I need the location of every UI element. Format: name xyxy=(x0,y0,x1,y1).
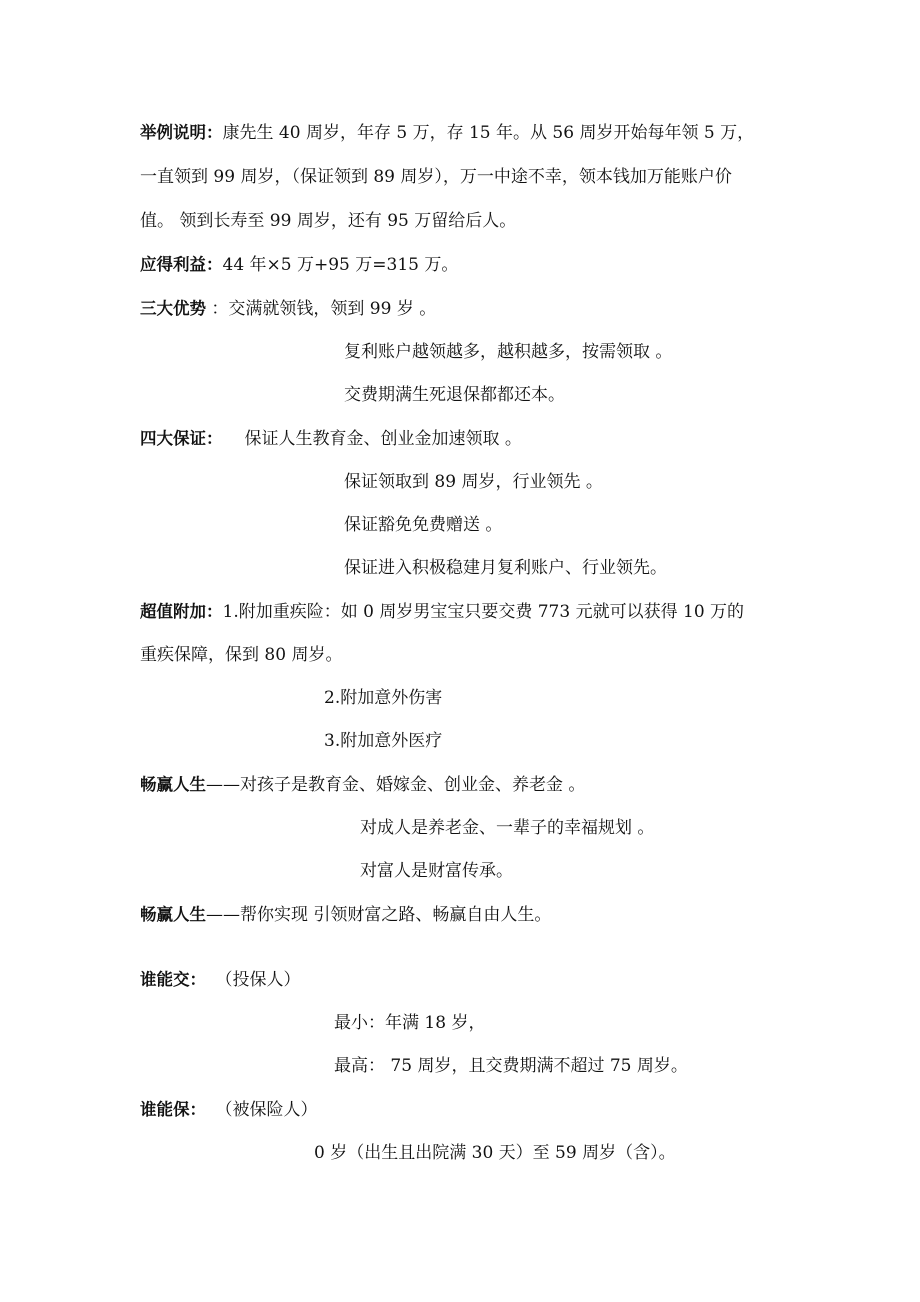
advantages-label: 三大优势 xyxy=(140,299,206,318)
winning-life-line-1 xyxy=(140,774,585,796)
who-insured-range: 0 岁（出生且出院满 30 天）至 59 周岁（含）。 xyxy=(314,1143,676,1163)
guarantee-1: 保证人生教育金、创业金加速领取 。 xyxy=(244,429,522,449)
guarantees-line-1 xyxy=(140,428,522,450)
advantage-2: 复利账户越领越多，越积越多，按需领取 。 xyxy=(344,342,673,362)
extra-1-text-2: 重疾保障，保到 80 周岁。 xyxy=(140,645,343,665)
extra-1-text-1: 1.附加重疾险：如 0 周岁男宝宝只要交费 773 元就可以获得 10 万的 xyxy=(222,602,745,622)
winning-life-2-label: 畅赢人生 xyxy=(140,905,206,924)
example-text-1: 康先生 40 周岁，年存 5 万，存 15 年。从 56 周岁开始每年领 5 万， xyxy=(222,123,755,143)
who-pays-label: 谁能交： xyxy=(140,970,206,989)
extras-label: 超值附加： xyxy=(140,602,223,621)
extras-line-1 xyxy=(140,601,744,623)
winning-life-item-1: ——对孩子是教育金、婚嫁金、创业金、养老金 。 xyxy=(206,775,586,795)
guarantee-4: 保证进入积极稳建月复利账户、行业领先。 xyxy=(344,558,667,578)
winning-life-item-3: 对富人是财富传承。 xyxy=(360,861,513,881)
who-insured-line xyxy=(140,1099,318,1121)
winning-life-2-line xyxy=(140,904,551,926)
advantage-3: 交费期满生死退保都都还本。 xyxy=(344,385,565,405)
example-line-3: 值。 领到长寿至 99 周岁，还有 95 万留给后人。 xyxy=(140,211,517,231)
example-line-1 xyxy=(140,122,754,144)
advantage-1: ：交满就领钱，领到 99 岁 。 xyxy=(206,299,437,319)
advantages-line-1 xyxy=(140,298,436,320)
winning-life-label: 畅赢人生 xyxy=(140,775,206,794)
who-insured-role: （被保险人） xyxy=(224,1100,318,1120)
who-pays-min: 最小：年满 18 岁， xyxy=(334,1013,486,1033)
benefit-label: 应得利益： xyxy=(140,255,223,274)
winning-life-item-2: 对成人是养老金、一辈子的幸福规划 。 xyxy=(360,818,655,838)
guarantee-3: 保证豁免免费赠送 。 xyxy=(344,515,503,535)
benefit-text: 44 年×5 万+95 万=315 万。 xyxy=(222,255,459,275)
who-pays-role: （投保人） xyxy=(224,970,301,990)
guarantees-label: 四大保证： xyxy=(140,429,223,448)
benefit-line xyxy=(140,254,458,276)
who-pays-max: 最高： 75 周岁，且交费期满不超过 75 周岁。 xyxy=(334,1056,688,1076)
winning-life-2-text: ——帮你实现 引领财富之路、畅赢自由人生。 xyxy=(206,905,552,925)
guarantee-2: 保证领取到 89 周岁，行业领先 。 xyxy=(344,472,603,492)
who-insured-label: 谁能保： xyxy=(140,1100,206,1119)
extra-3: 3.附加意外医疗 xyxy=(324,731,443,751)
example-label: 举例说明： xyxy=(140,123,223,142)
who-pays-line xyxy=(140,969,301,991)
example-line-2: 一直领到 99 周岁，（保证领到 89 周岁），万一中途不幸，领本钱加万能账户价 xyxy=(140,167,732,187)
extra-2: 2.附加意外伤害 xyxy=(324,688,443,708)
